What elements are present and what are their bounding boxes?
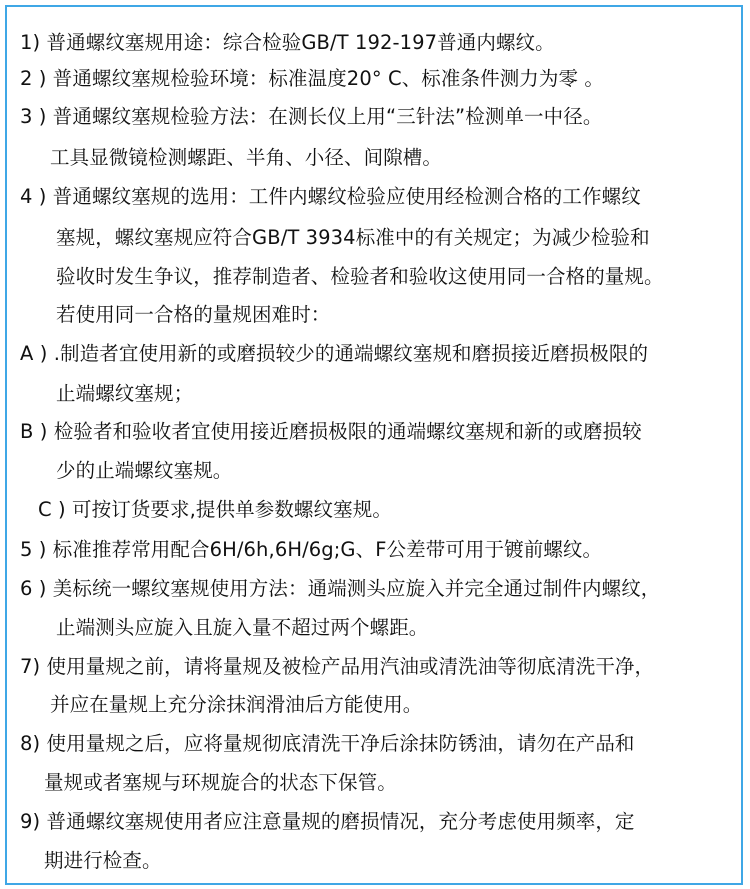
item-6-line-1: 6 ) 美标统一螺纹塞规使用方法：通端测头应旋入并完全通过制件内螺纹，: [20, 577, 661, 600]
item-4-line-2: 塞规，螺纹塞规应符合GB/T 3934标准中的有关规定；为减少检验和: [56, 226, 650, 249]
item-8-line-2: 量规或者塞规与环规旋合的状态下保管。: [44, 771, 397, 794]
item-5-line-1: 5 ) 标准推荐常用配合6H/6h,6H/6g;G、F公差带可用于镀前螺纹。: [20, 538, 603, 561]
item-4-line-4: 若使用同一合格的量规困难时：: [56, 303, 331, 326]
item-4-line-3: 验收时发生争议，推荐制造者、检验者和验收这使用同一合格的量规。: [56, 265, 664, 288]
item-b-line-2: 少的止端螺纹塞规。: [56, 459, 233, 482]
item-4-line-1: 4 ) 普通螺纹塞规的选用：工件内螺纹检验应使用经检测合格的工作螺纹: [20, 185, 641, 208]
item-b-line-1: B ) 检验者和验收者宜使用接近磨损极限的通端螺纹塞规和新的或磨损较: [20, 420, 642, 443]
item-2-line-1: 2 ) 普通螺纹塞规检验环境：标准温度20° C、标准条件测力为零 。: [20, 67, 604, 90]
item-7-line-1: 7) 使用量规之前，请将量规及被检产品用汽油或清洗油等彻底清洗干净，: [20, 655, 655, 678]
item-3-line-2: 工具显微镜检测螺距、半角、小径、间隙槽。: [50, 146, 443, 169]
item-a-line-2: 止端螺纹塞规；: [56, 382, 194, 405]
item-1-line-1: 1) 普通螺纹塞规用途：综合检验GB/T 192-197普通内螺纹。: [20, 31, 555, 54]
item-8-line-1: 8) 使用量规之后，应将量规彻底清洗干净后涂抹防锈油，请勿在产品和: [20, 732, 635, 755]
item-6-line-2: 止端测头应旋入且旋入量不超过两个螺距。: [56, 616, 429, 639]
item-3-line-1: 3 ) 普通螺纹塞规检验方法：在测长仪上用“三针法”检测单一中径。: [20, 105, 603, 128]
item-a-line-1: A ) .制造者宜使用新的或磨损较少的通端螺纹塞规和磨损接近磨损极限的: [20, 342, 649, 365]
item-9-line-1: 9) 普通螺纹塞规使用者应注意量规的磨损情况，充分考虑使用频率，定: [20, 810, 635, 833]
item-9-line-2: 期进行检查。: [44, 849, 162, 872]
item-7-line-2: 并应在量规上充分涂抹润滑油后方能使用。: [50, 693, 423, 716]
item-c-line-1: C ) 可按订货要求,提供单参数螺纹塞规。: [38, 498, 392, 521]
